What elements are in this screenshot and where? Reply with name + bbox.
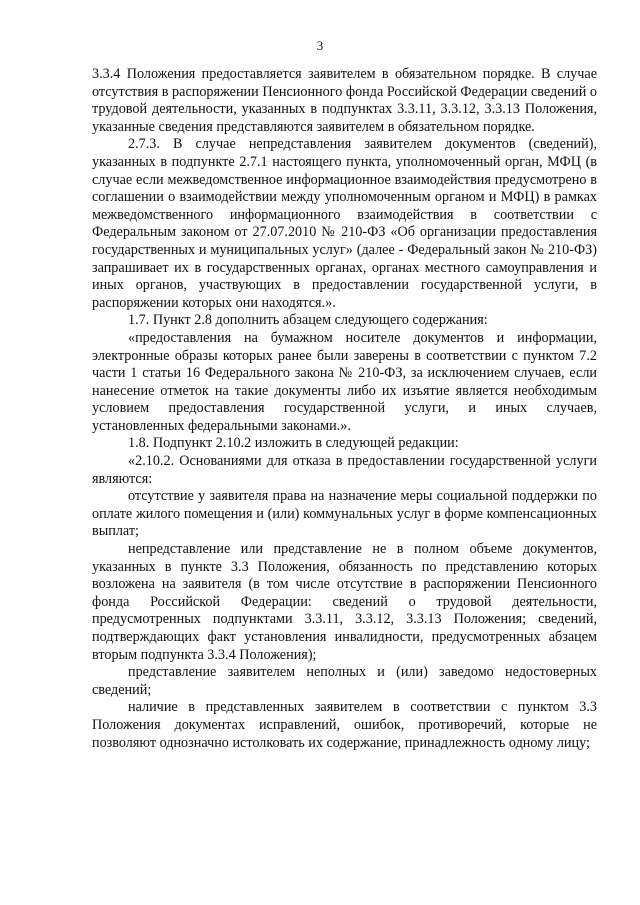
- paragraph: 1.7. Пункт 2.8 дополнить абзацем следующего содержания:: [128, 312, 488, 329]
- paragraph: 3.3.4 Положения предоставляется заявителем в обязательном порядке. В случае отсутствия в распоряжении Пенсионного фонда Российской Федерации сведений о трудовой деятельности, указанных в подпунктах 3.3.11, 3.3.12, 3.3.13 Положения, указанные сведения представляются заявителем в обязательном порядке.: [92, 66, 597, 135]
- paragraph: представление заявителем неполных и (или) заведомо недостоверных сведений;: [92, 664, 597, 698]
- paragraph: непредставление или представление не в полном объеме документов, указанных в пункте 3.3 Положения, обязанность по представлению которых возложена на заявителя (в том числе отсутствие в распоряжении Пенсионного фонда Российской Федерации: сведений о трудовой деятельности, предусмотренных подпунктами 3.3.11, 3.3.12, 3.3.13 Положения; сведений, подтверждающих факт установления инвалидности, предусмотренных абзацем вторым подпункта 3.3.4 Положения);: [92, 541, 597, 663]
- paragraph: 2.7.3. В случае непредставления заявителем документов (сведений), указанных в подпункте 2.7.1 настоящего пункта, уполномоченный орган, МФЦ (в случае если межведомственное информационное взаимодействия предусмотрено в соглашении о взаимодействии между уполномоченным органом и МФЦ) в рамках межведомственного информационного взаимодействия в соответствии с Федеральным законом от 27.07.2010 № 210-ФЗ «Об организации предоставления государственных и муниципальных услуг» (далее - Федеральный закон № 210-ФЗ) запрашивает их в государственных органах, органах местного самоуправления и иных органов, участвующих в предоставлении государственной услуги, в распоряжении которых они находятся.».: [92, 136, 597, 311]
- page-number: 3: [316, 38, 324, 53]
- paragraph: отсутствие у заявителя права на назначение меры социальной поддержки по оплате жилого помещения и (или) коммунальных услуг в форме компенсационных выплат;: [92, 488, 597, 540]
- paragraph: «2.10.2. Основаниями для отказа в предоставлении государственной услуги являются:: [92, 453, 597, 487]
- paragraph: 1.8. Подпункт 2.10.2 изложить в следующей редакции:: [128, 435, 459, 452]
- document-body: [92, 66, 597, 752]
- paragraph: наличие в представленных заявителем в соответствии с пунктом 3.3 Положения документах исправлений, ошибок, противоречий, которые не позволяют однозначно истолковать их содержание, принадлежность одному лицу;: [92, 699, 597, 751]
- paragraph: «предоставления на бумажном носителе документов и информации, электронные образы которых ранее были заверены в соответствии с пунктом 7.2 части 1 статьи 16 Федерального закона № 210-ФЗ, за исключением случаев, если нанесение отметок на такие документы либо их изъятие является необходимым условием предоставления государственной услуги, и иных случаев, установленных федеральными законами.».: [92, 329, 597, 434]
